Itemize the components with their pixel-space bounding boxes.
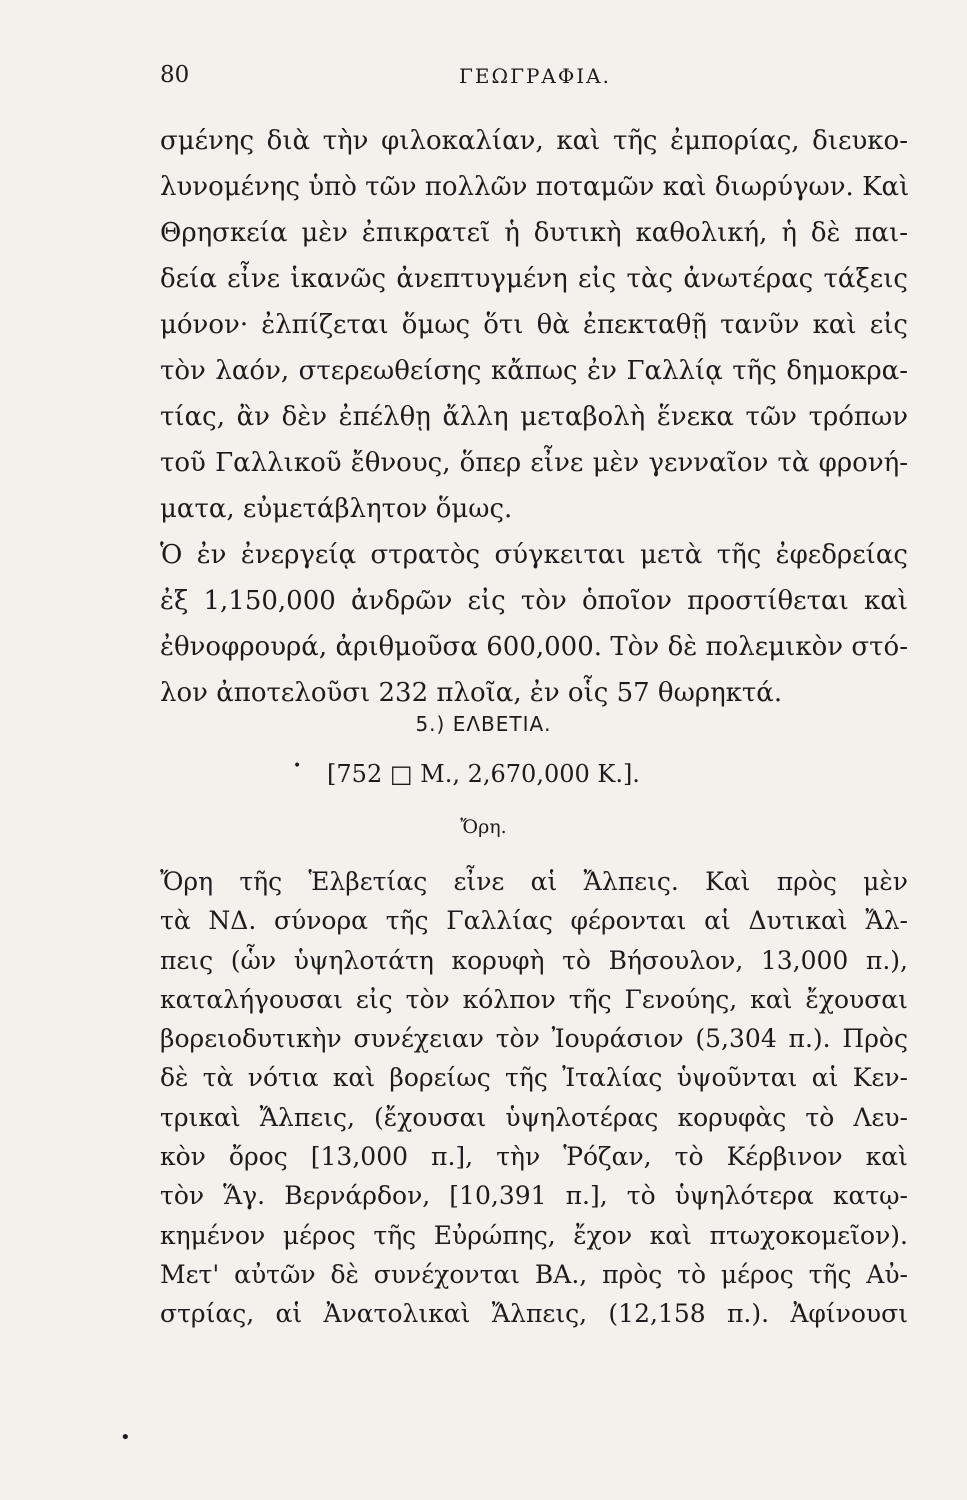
margin-dot-mark: •	[120, 1427, 131, 1448]
text-line: βορειοδυτικὴν συνέχειαν τὸν Ἰουράσιον (5,304 π.). Πρὸς	[160, 1024, 908, 1054]
text-line: πεις (ὧν ὑψηλοτάτη κορυφὴ τὸ Βήσουλον, 13,000 π.),	[160, 945, 908, 975]
page-header	[160, 62, 910, 92]
text-line: Ὁ ἐν ἐνεργείᾳ στρατὸς σύγκειται μετὰ τῆς ἐφεδρείας	[160, 540, 908, 570]
page-number: 80	[160, 62, 190, 88]
text-line: ἐθνοφρουρά, ἀριθμοῦσα 600,000. Τὸν δὲ πολεμικὸν στό-	[160, 632, 908, 662]
section-heading: 5.) ΕΛΒΕΤΙΑ.	[415, 712, 552, 736]
text-line: λυνομένης ὑπὸ τῶν πολλῶν ποταμῶν καὶ διωρύγων. Καὶ	[160, 172, 910, 202]
subheading: Ὄρη.	[460, 816, 507, 838]
text-line: στρίας, αἱ Ἀνατολικαὶ Ἄλπεις, (12,158 π.). Ἀφίνουσι	[160, 1299, 908, 1329]
print-speck-mark: •	[293, 758, 302, 774]
text-line: τοῦ Γαλλικοῦ ἔθνους, ὅπερ εἶνε μὲν γενναῖον τὰ φρονή-	[160, 448, 908, 478]
text-line: κημένον μέρος τῆς Εὐρώπης, ἔχον καὶ πτωχοκομεῖον).	[160, 1220, 908, 1250]
text-line: τρικαὶ Ἄλπεις, (ἔχουσαι ὑψηλοτέρας κορυφὰς τὸ Λευ-	[160, 1102, 908, 1132]
text-line: ματα, εὐμετάβλητον ὅμως.	[160, 494, 513, 524]
text-line: μόνον· ἐλπίζεται ὅμως ὅτι θὰ ἐπεκταθῇ τανῦν καὶ εἰς	[160, 310, 908, 340]
running-title: ΓΕΩΓΡΑΦΙΑ.	[459, 64, 611, 88]
text-line: ἐξ 1,150,000 ἀνδρῶν εἰς τὸν ὁποῖον προστίθεται καὶ	[160, 586, 908, 616]
text-line: καταλήγουσαι εἰς τὸν κόλπον τῆς Γενούης, καὶ ἔχουσαι	[160, 984, 908, 1014]
text-line: Μετ' αὐτῶν δὲ συνέχονται ΒΑ., πρὸς τὸ μέρος τῆς Αὐ-	[160, 1259, 908, 1289]
text-line: δεία εἶνε ἱκανῶς ἀνεπτυγμένη εἰς τὰς ἀνωτέρας τάξεις	[160, 264, 908, 294]
body-text-lower	[160, 862, 908, 1334]
text-line: τὰ ΝΔ. σύνορα τῆς Γαλλίας φέρονται αἱ Δυτικαὶ Ἄλ-	[160, 906, 908, 936]
text-line: σμένης διὰ τὴν φιλοκαλίαν, καὶ τῆς ἐμπορίας, διευκο-	[160, 126, 908, 156]
text-line: τὸν λαόν, στερεωθείσης κἄπως ἐν Γαλλίᾳ τῆς δημοκρα-	[160, 356, 908, 386]
text-line: Ὄρη τῆς Ἑλβετίας εἶνε αἱ Ἄλπεις. Καὶ πρὸς μὲν	[160, 867, 908, 896]
text-line: τίας, ἂν δὲν ἐπέλθῃ ἄλλη μεταβολὴ ἕνεκα τῶν τρόπων	[160, 402, 908, 432]
text-line: λον ἀποτελοῦσι 232 πλοῖα, ἐν οἷς 57 θωρηκτά.	[160, 678, 783, 708]
text-line: Θρησκεία μὲν ἐπικρατεῖ ἡ δυτικὴ καθολική, ἡ δὲ παι-	[160, 218, 908, 248]
text-line: κὸν ὄρος [13,000 π.], τὴν Ῥόζαν, τὸ Κέρβινον καὶ	[160, 1142, 908, 1172]
section-stats: [752 □ Μ., 2,670,000 Κ.].	[327, 760, 640, 788]
text-line: δὲ τὰ νότια καὶ βορείως τῆς Ἰταλίας ὑψοῦνται αἱ Κεν-	[160, 1063, 908, 1093]
text-line: τὸν Ἅγ. Βερνάρδον, [10,391 π.], τὸ ὑψηλότερα κατῳ-	[160, 1181, 908, 1211]
body-text-upper	[160, 118, 908, 716]
